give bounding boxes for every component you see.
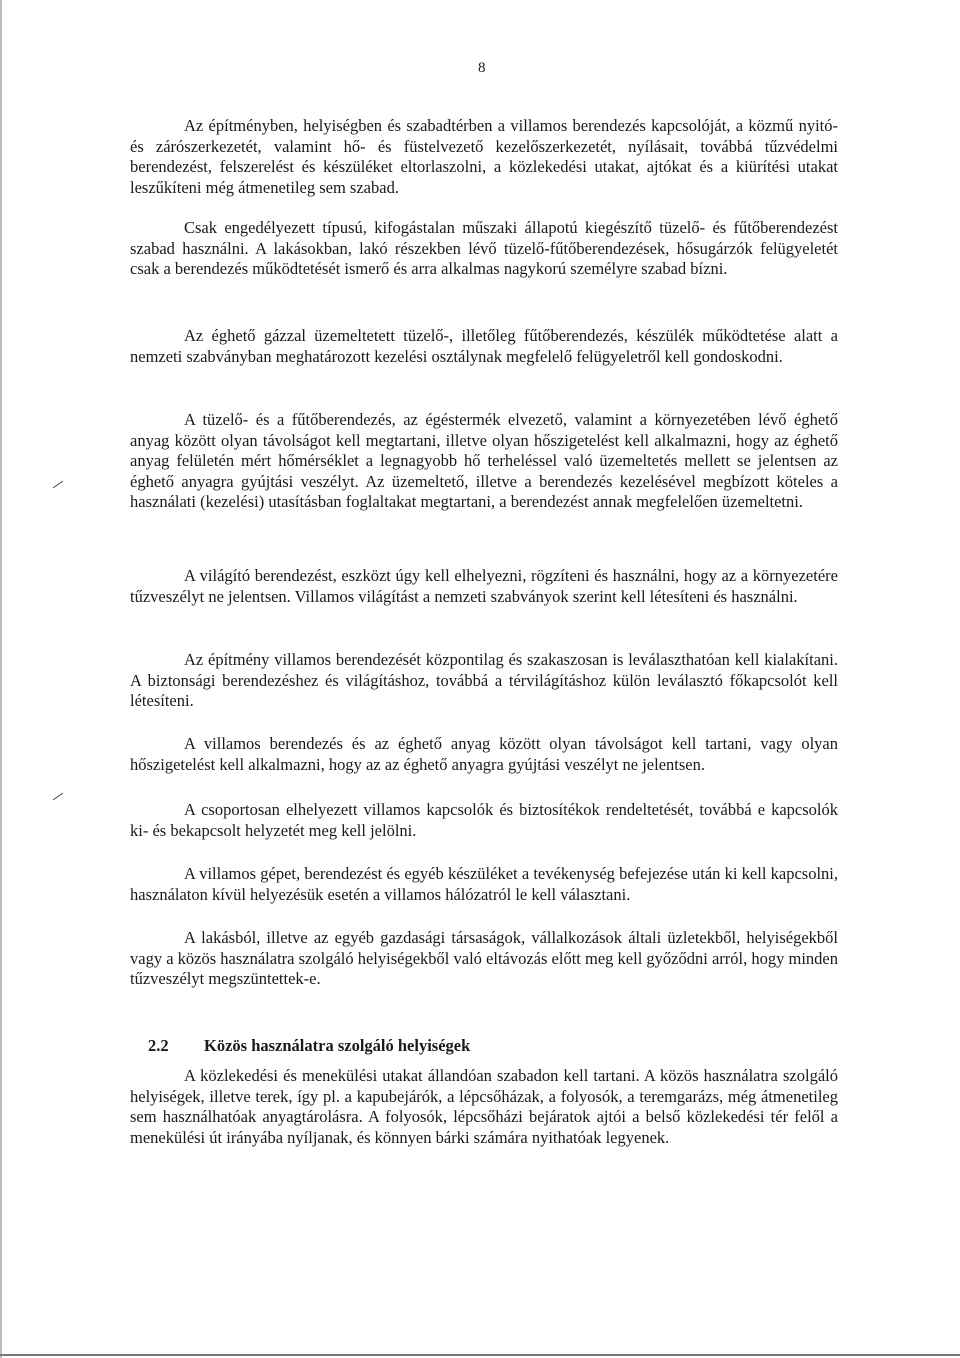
paragraph-3: Az éghető gázzal üzemeltetett tüzelő-, illetőleg fűtőberendezés, készülék működtetése alatt a nemzeti szabványban meghatározott kezelési osztálynak megfelelő felügyeletről kell gondoskodni.: [130, 326, 838, 366]
scan-mark: [53, 793, 63, 801]
page-number: 8: [478, 60, 486, 76]
paragraph-7: A villamos berendezés és az éghető anyag között olyan távolságot kell tartani, vagy olyan hőszigetelést kell alkalmazni, hogy az az éghető anyagra gyújtási veszélyt ne jelentsen.: [130, 734, 838, 774]
scan-left-edge: [0, 0, 2, 1358]
section-title: Közös használatra szolgáló helyiségek: [204, 1036, 471, 1055]
scan-mark: [53, 481, 63, 489]
scan-bottom-edge: [0, 1354, 960, 1356]
paragraph-8: A csoportosan elhelyezett villamos kapcsolók és biztosítékok rendeltetését, továbbá e kapcsolók ki- és bekapcsolt helyzetét meg kell jelölni.: [130, 800, 838, 840]
paragraph-1: Az építményben, helyiségben és szabadtérben a villamos berendezés kapcsolóját, a közmű nyitó- és zárószerkezetét, valamint hő- és füstelvezető kezelőszerkezetét, nyílásait, továbbá tűzvédelmi berendezést, felszerelést és készüléket eltorlaszolni, a közlekedési utakat, ajtókat és a kiürítési utakat leszűkíteni még átmenetileg sem szabad.: [130, 116, 838, 197]
section-number: 2.2: [148, 1036, 169, 1055]
paragraph-9: A villamos gépet, berendezést és egyéb készüléket a tevékenység befejezése után ki kell kapcsolni, használaton kívül helyezésük esetén a villamos hálózatról le kell választani.: [130, 864, 838, 904]
paragraph-5: A világító berendezést, eszközt úgy kell elhelyezni, rögzíteni és használni, hogy az a környezetére tűzveszélyt ne jelentsen. Villamos világítást a nemzeti szabványok szerint kell létesíteni és használni.: [130, 566, 838, 606]
section-paragraph: A közlekedési és menekülési utakat állandóan szabadon kell tartani. A közös használatra szolgáló helyiségek, illetve terek, így pl. a kapubejárók, a lépcsőházak, a folyosók, a teremgarázs, még átmenetileg sem használhatóak anyagtárolásra. A folyosók, lépcsőházi bejáratok ajtói a belső közlekedési tér felől a menekülési út irányába nyíljanak, és könnyen bárki számára nyithatóak legyenek.: [130, 1066, 838, 1147]
paragraph-6: Az építmény villamos berendezését központilag és szakaszosan is leválaszthatóan kell kialakítani. A biztonsági berendezéshez és világításhoz, továbbá a térvilágításhoz külön leválasztó főkapcsolót kell létesíteni.: [130, 650, 838, 710]
section-heading: [148, 1036, 470, 1056]
section-body: [130, 1066, 838, 1148]
paragraph-2: Csak engedélyezett típusú, kifogástalan műszaki állapotú kiegészítő tüzelő- és fűtőberendezést szabad használni. A lakásokban, lakó részekben lévő tüzelő-fűtőberendezések, hősugárzók felügyeletét csak a berendezés működtetését ismerő és arra alkalmas nagykorú személyre szabad bízni.: [130, 218, 838, 278]
paragraph-4: A tüzelő- és a fűtőberendezés, az égéstermék elvezető, valamint a környezetében lévő éghető anyag között olyan távolságot kell megtartani, illetve olyan hőszigetelést kell alkalmazni, hogy az éghető anyag felületén mért hőmérséklet a legnagyobb hő terheléssel való üzemeltetés mellett se jelentsen az éghető anyagra gyújtási veszélyt. Az üzemeltető, illetve a berendezés kezelésével megbízott köteles a használati (kezelési) utasításban foglaltakat megtartani, a berendezést annak megfelelően üzemeltetni.: [130, 410, 838, 511]
paragraph-10: A lakásból, illetve az egyéb gazdasági társaságok, vállalkozások általi üzletekből, helyiségekből vagy a közös használatra szolgáló helyiségekből való eltávozás előtt meg kell győződni arról, hogy minden tűzveszélyt megszüntettek-e.: [130, 928, 838, 988]
